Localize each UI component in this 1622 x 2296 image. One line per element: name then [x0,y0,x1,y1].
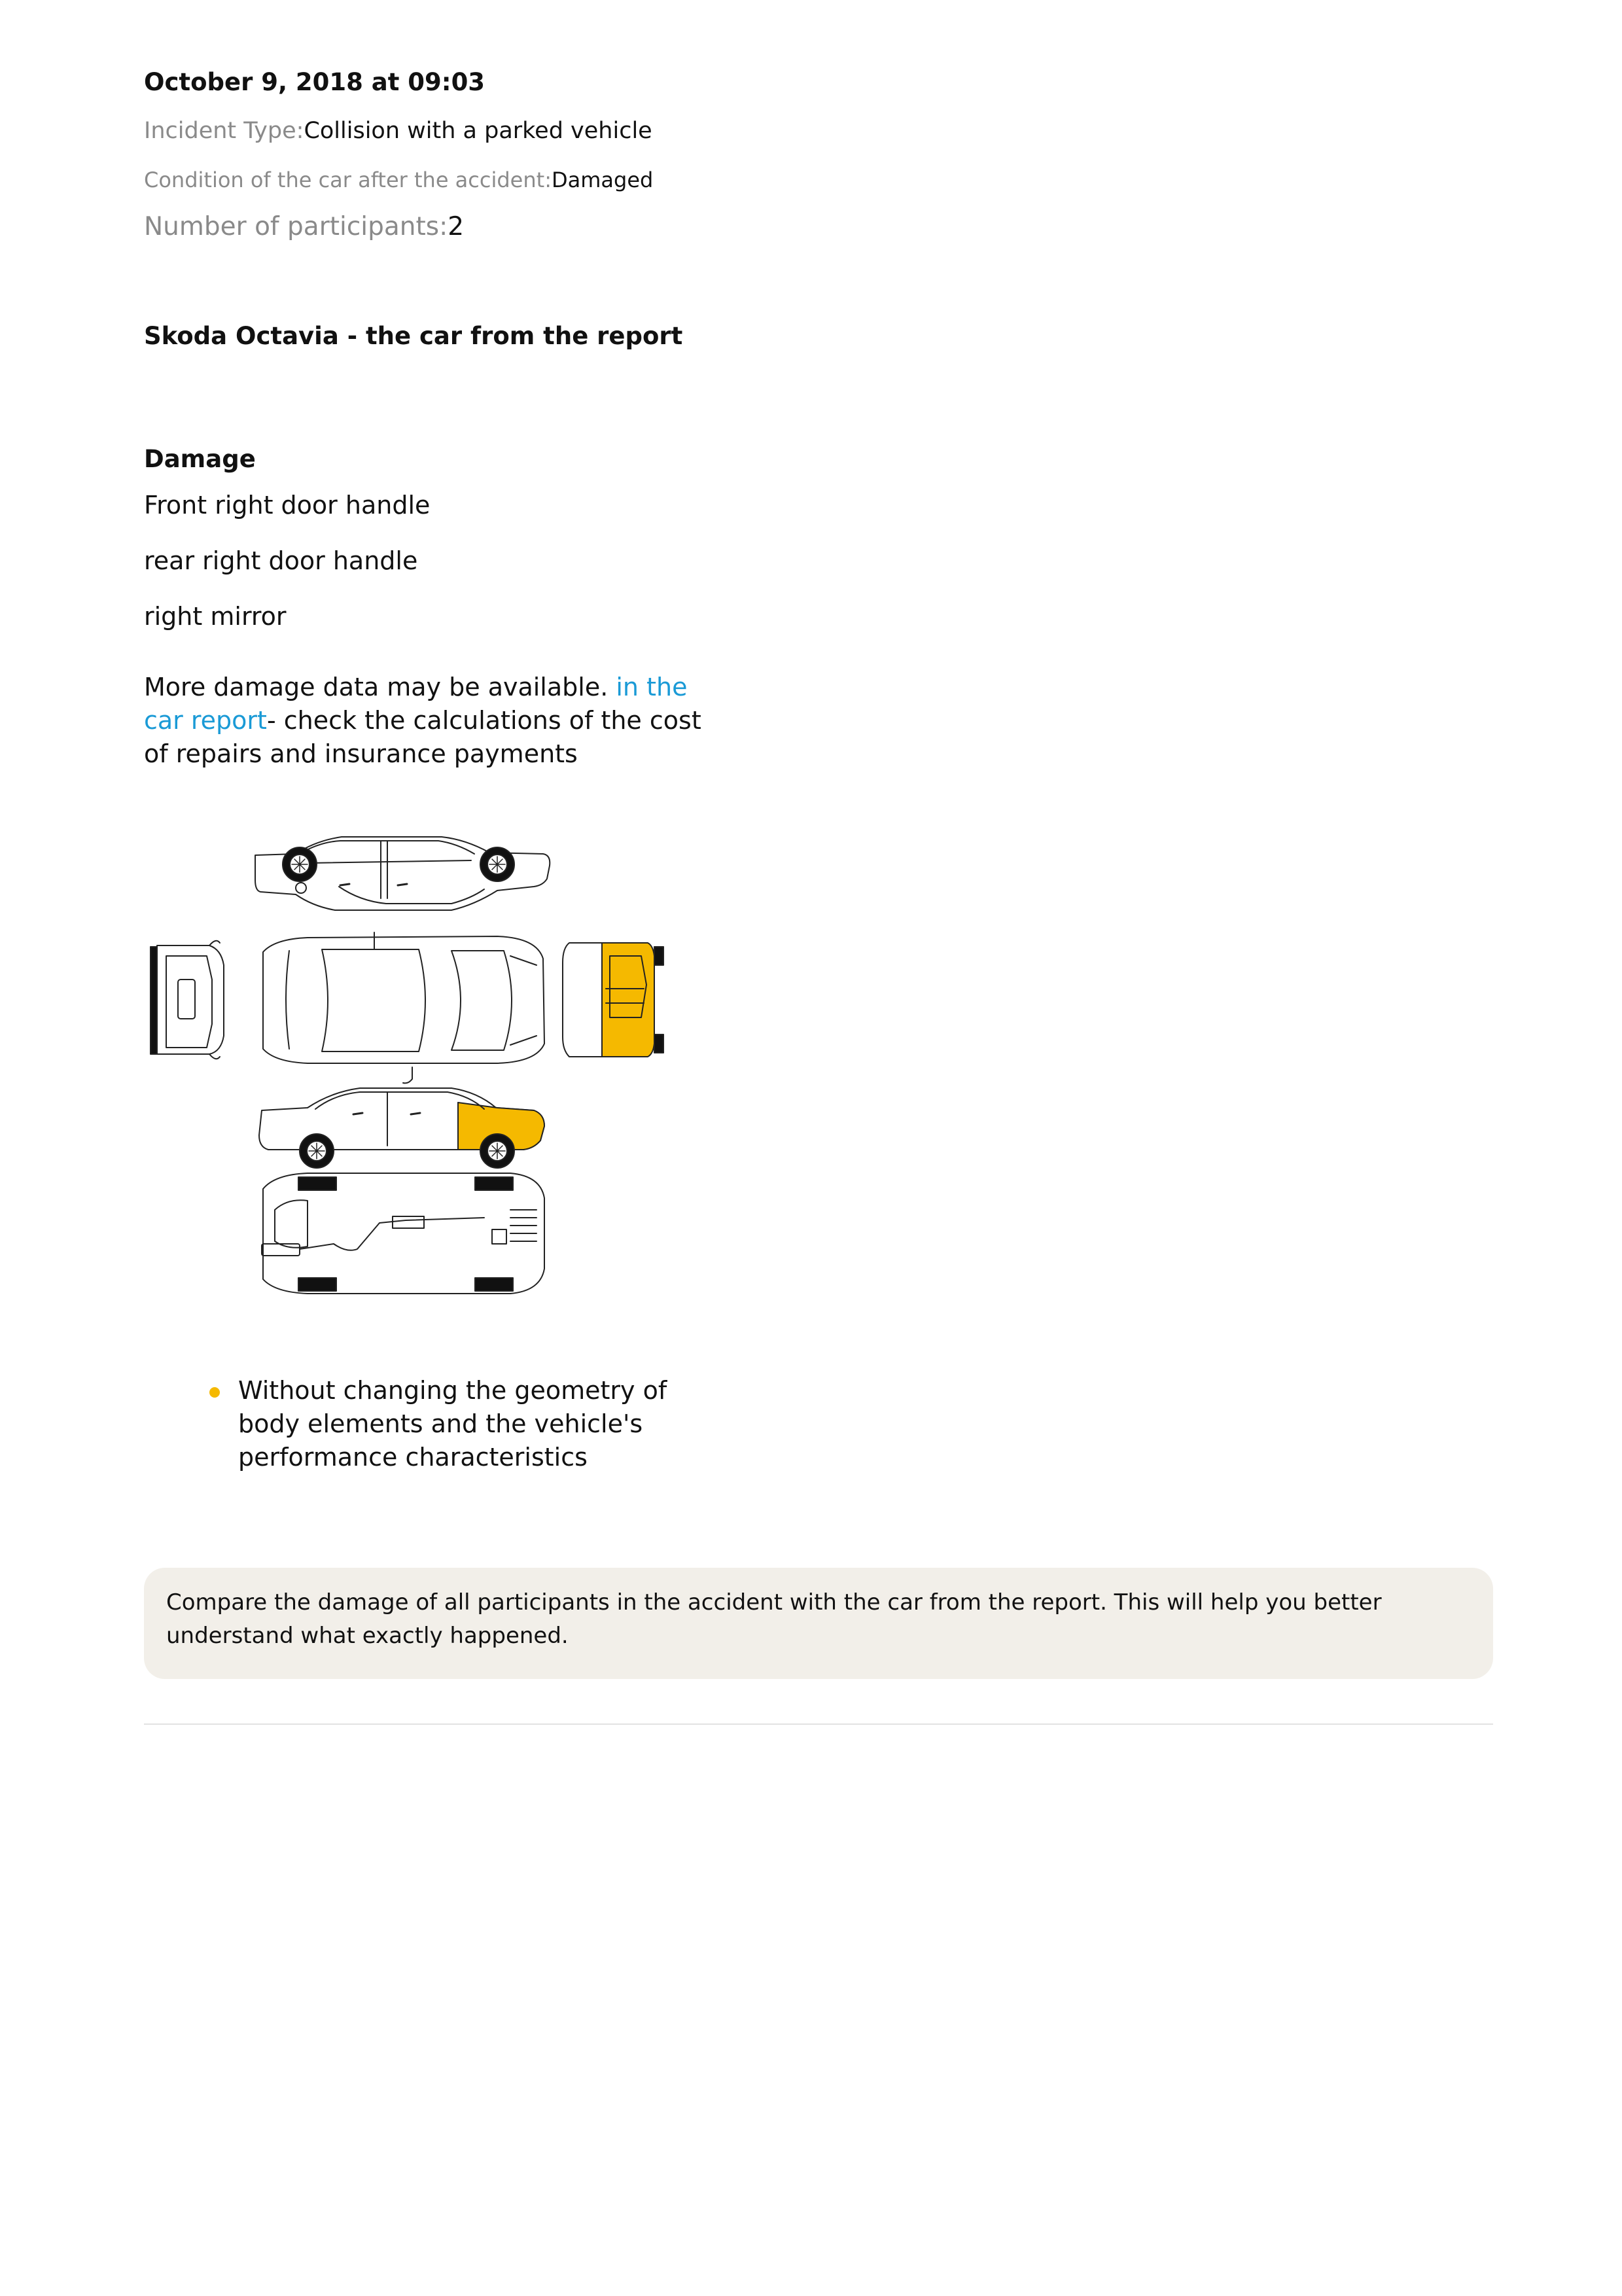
condition-label: Condition of the car after the accident: [144,168,552,192]
incident-type-label: Incident Type: [144,118,304,144]
legend-dot-icon [209,1387,220,1398]
damage-item: Front right door handle [144,491,431,520]
car-damage-diagram [144,828,667,1312]
underbody-view [262,1173,544,1294]
front-view [150,941,224,1059]
car-title: Skoda Octavia - the car from the report [144,322,683,350]
section-divider [144,1723,1493,1725]
damage-item: rear right door handle [144,546,418,575]
participants-label: Number of participants: [144,212,448,241]
participants-row [144,212,464,241]
condition-row [144,168,653,192]
damage-item: right mirror [144,602,287,631]
damage-heading: Damage [144,445,256,473]
incident-date: October 9, 2018 at 09:03 [144,68,485,96]
left-side-view [255,837,550,910]
more-damage-text [144,671,720,771]
more-damage-suffix: - check the calculations of the cost of repairs and insurance payments [144,706,701,768]
participants-value: 2 [448,212,465,241]
rear-view [563,943,663,1057]
legend-text: Without changing the geometry of body elements and the vehicle's performance characteristics [238,1376,667,1472]
right-side-view [259,1088,544,1168]
info-note-text: Compare the damage of all participants in the accident with the car from the report. This will help you better understand what exactly happened. [166,1589,1382,1649]
condition-value: Damaged [551,168,654,192]
more-damage-prefix: More damage data may be available. [144,673,616,701]
incident-type-value: Collision with a parked vehicle [304,118,652,144]
top-view [263,932,544,1083]
car-report-link[interactable]: in the car report [144,673,688,735]
incident-type-row [144,118,652,144]
info-note [144,1568,1493,1679]
